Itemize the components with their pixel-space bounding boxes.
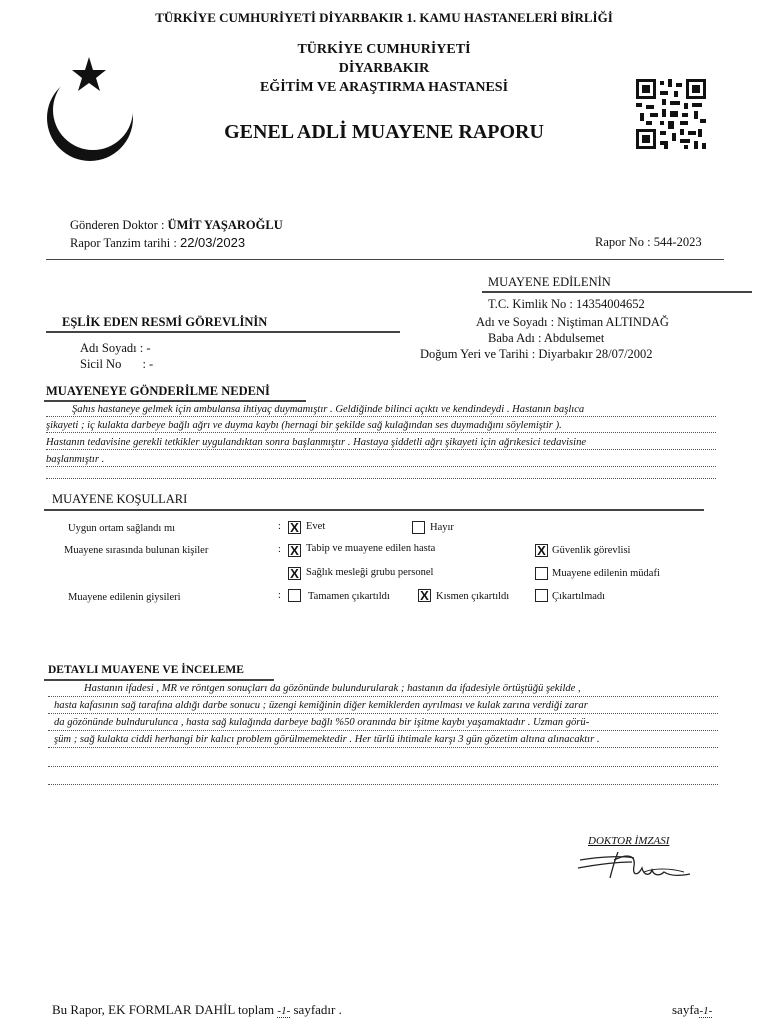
footer-page-label: sayfa: [672, 1002, 700, 1017]
report-number: [595, 235, 702, 250]
option-tamamen-label: Tamamen çıkartıldı: [308, 591, 390, 602]
examinee-name-label: Adı ve Soyadı :: [476, 315, 555, 329]
report-number-label: Rapor No :: [595, 235, 651, 249]
conditions-title-underline: [44, 509, 704, 511]
conditions-title: MUAYENE KOŞULLARI: [52, 492, 188, 506]
examinee-birth: [420, 347, 653, 362]
option-saglik-label: Sağlık mesleği grubu personel: [306, 567, 434, 578]
option-evet-label: Evet: [306, 521, 326, 532]
checkbox-mudafi[interactable]: [535, 567, 548, 580]
examinee-father-value: Abdulsemet: [543, 331, 605, 345]
official-name: [80, 341, 151, 356]
official-registry-value: : -: [142, 357, 154, 371]
examinee-tc: [488, 297, 645, 312]
sending-doctor: [70, 218, 283, 233]
examinee-title-underline: [482, 291, 752, 293]
option-hayir-label: Hayır: [430, 522, 454, 533]
footer-total-pages: [52, 1002, 342, 1018]
header-divider: [46, 259, 724, 260]
checkbox-hayir[interactable]: [412, 521, 425, 534]
report-date: [70, 235, 245, 251]
official-title: EŞLİK EDEN RESMİ GÖREVLİNİN: [62, 315, 268, 329]
option-cikartilmadi-label: Çıkartılmadı: [552, 591, 606, 602]
dotted-line: [46, 449, 716, 450]
suitable-env-label: Uygun ortam sağlandı mı: [68, 523, 176, 534]
detail-line: da gözönünde bulndurulunca , hasta sağ kulağında darbeye bağlı %50 oranında bir işitme kaybı yaşamaktadır . Uzman görü-: [54, 717, 590, 728]
dotted-line: [48, 730, 718, 731]
dotted-line: [46, 478, 716, 479]
footer-page-number: [672, 1002, 712, 1018]
detail-line: şüm ; sağ kulakta ciddi herhangi bir kalıcı problem görülmemektedir . Her türlü ihtimale karşı 3 gün gözetim altına alınacaktır .: [54, 734, 600, 745]
option-tabip-label: Tabip ve muayene edilen hasta: [306, 543, 436, 554]
hospital-line-3: EĞİTİM VE ARAŞTIRMA HASTANESİ: [259, 80, 509, 95]
examinee-father: [488, 331, 604, 346]
examinee-birth-value: Diyarbakır 28/07/2002: [538, 347, 653, 361]
dotted-line: [48, 713, 718, 714]
dotted-line: [46, 416, 716, 417]
checkbox-evet[interactable]: X: [288, 521, 301, 534]
reason-title-underline: [44, 400, 306, 402]
sending-doctor-name: ÜMİT YAŞAROĞLU: [167, 218, 283, 232]
union-title: TÜRKİYE CUMHURİYETİ DİYARBAKIR 1. KAMU HASTANELERİ BİRLİĞİ: [155, 10, 613, 25]
sending-doctor-label: Gönderen Doktor :: [70, 218, 165, 232]
footer-page-value: -1-: [699, 1005, 713, 1017]
footer-total-value: -1-: [277, 1005, 291, 1017]
report-date-label: Rapor Tanzim tarihi :: [70, 236, 177, 250]
footer-total-text: Bu Rapor, EK FORMLAR DAHİL toplam: [52, 1002, 275, 1017]
official-name-label: Adı Soyadı :: [80, 341, 144, 355]
examinee-tc-value: 14354004652: [575, 297, 645, 311]
persons-present-label: Muayene sırasında bulunan kişiler: [64, 545, 209, 556]
detail-title-underline: [44, 679, 274, 681]
dotted-line: [48, 747, 718, 748]
reason-line: şikayeti ; iç kulakta darbeye bağlı ağrı ve duyma kaybı (hernagi bir şekilde sağ kulağından ses duymadığını söylemiştir ).: [46, 420, 562, 431]
detail-line: hasta kafasının sağ tarafına aldığı darbe sonucu ; üzengi kemiğinin diğer kemiklerden ayrılması ve kulak zarına verdiği zarar: [54, 700, 588, 711]
examinee-title: MUAYENE EDİLENİN: [488, 275, 611, 289]
reason-line: başlanmıştır .: [46, 454, 105, 465]
official-name-value: -: [146, 341, 151, 355]
doctor-signature-label: DOKTOR İMZASI: [588, 835, 670, 847]
option-guvenlik-label: Güvenlik görevlisi: [552, 545, 631, 556]
official-title-underline: [46, 331, 400, 333]
examinee-name: [476, 315, 669, 330]
examinee-father-label: Baba Adı :: [488, 331, 542, 345]
hospital-line-1: TÜRKİYE CUMHURİYETİ: [297, 42, 471, 57]
report-date-value: 22/03/2023: [179, 235, 246, 250]
report-number-value: 544-2023: [653, 235, 702, 249]
colon: :: [278, 544, 281, 555]
checkbox-saglik[interactable]: X: [288, 567, 301, 580]
doctor-signature-image: [574, 846, 698, 882]
dotted-line: [46, 432, 716, 433]
crescent-star-emblem: [42, 54, 142, 164]
reason-line: Hastanın tedavisine gerekli tetkikler uygulandıktan sonra başlanmıştır . Hastaya şiddetli ağrı şikayeti için ağrıkesici tedavisine: [46, 437, 587, 448]
examinee-tc-label: T.C. Kimlik No :: [488, 297, 573, 311]
dotted-line: [46, 466, 716, 467]
report-title: GENEL ADLİ MUAYENE RAPORU: [224, 121, 544, 143]
hospital-line-2: DİYARBAKIR: [338, 61, 430, 76]
colon: :: [278, 590, 281, 601]
dotted-line: [48, 696, 718, 697]
checkbox-cikartilmadi[interactable]: [535, 589, 548, 602]
examinee-name-value: Niştiman ALTINDAĞ: [557, 315, 669, 329]
clothing-label: Muayene edilenin giysileri: [68, 592, 181, 603]
reason-line: Şahıs hastaneye gelmek için ambulansa ihtiyaç duymamıştır . Geldiğinde bilinci açıktı ve kendindeydi . Hastanın başlıca: [72, 404, 585, 415]
checkbox-kismen[interactable]: X: [418, 589, 431, 602]
checkbox-tamamen[interactable]: [288, 589, 301, 602]
checkbox-tabip[interactable]: X: [288, 544, 301, 557]
qr-code-icon: [636, 79, 706, 149]
official-registry-label: Sicil No: [80, 357, 122, 371]
footer-total-suffix: sayfadır .: [293, 1002, 342, 1017]
option-kismen-label: Kısmen çıkartıldı: [436, 591, 510, 602]
reason-title: MUAYENEYE GÖNDERİLME NEDENİ: [46, 384, 270, 398]
dotted-line: [48, 766, 718, 767]
dotted-line: [48, 784, 718, 785]
official-registry: [80, 357, 153, 372]
examinee-birth-label: Doğum Yeri ve Tarihi :: [420, 347, 536, 361]
colon: :: [278, 521, 281, 532]
detail-title: DETAYLI MUAYENE VE İNCELEME: [48, 664, 244, 676]
detail-line: Hastanın ifadesi , MR ve röntgen sonuçları da gözönünde bulundurularak ; hastanın da ifadesiyle örtüştüğü şekilde ,: [84, 683, 581, 694]
option-mudafi-label: Muayene edilenin müdafi: [552, 568, 660, 579]
checkbox-guvenlik[interactable]: X: [535, 544, 548, 557]
